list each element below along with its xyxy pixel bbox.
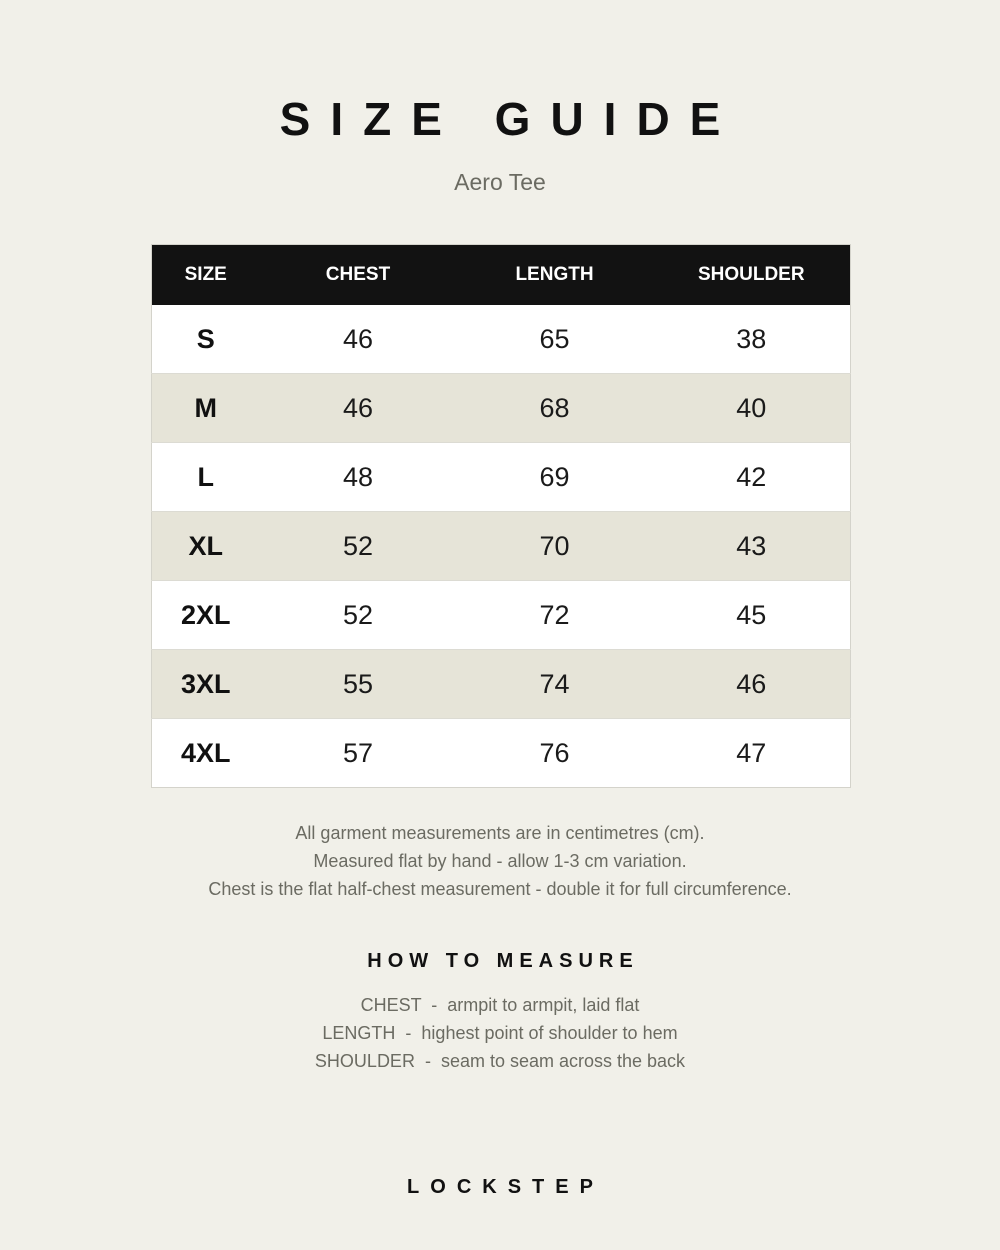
table-row — [152, 305, 851, 374]
shoulder-cell: 40 — [653, 374, 851, 443]
length-cell: 70 — [457, 512, 653, 581]
chest-cell: 52 — [260, 581, 457, 650]
size-cell: 3XL — [152, 650, 260, 719]
shoulder-cell: 47 — [653, 719, 851, 788]
how-to-measure-list — [0, 991, 1000, 1075]
column-header-size: SIZE — [152, 245, 260, 306]
size-cell: S — [152, 305, 260, 374]
note-line: Chest is the flat half-chest measurement - double it for full circumference. — [208, 879, 792, 899]
column-header-shoulder: SHOULDER — [653, 245, 851, 306]
chest-cell: 57 — [260, 719, 457, 788]
shoulder-cell: 43 — [653, 512, 851, 581]
how-to-measure-heading: HOW TO MEASURE — [367, 950, 639, 972]
size-cell: L — [152, 443, 260, 512]
note-line: All garment measurements are in centimetres (cm). — [295, 823, 705, 843]
size-cell: M — [152, 374, 260, 443]
size-cell: 4XL — [152, 719, 260, 788]
chest-cell: 46 — [260, 374, 457, 443]
table-row — [152, 443, 851, 512]
measure-description: seam to seam across the back — [440, 1051, 686, 1071]
length-cell: 72 — [457, 581, 653, 650]
chest-cell: 48 — [260, 443, 457, 512]
chest-cell: 46 — [260, 305, 457, 374]
shoulder-cell: 46 — [653, 650, 851, 719]
column-header-chest: CHEST — [260, 245, 457, 306]
measure-item: LENGTH - highest point of shoulder to hem — [322, 1023, 678, 1043]
note-line: Measured flat by hand - allow 1-3 cm variation. — [313, 851, 687, 871]
measure-description: armpit to armpit, laid flat — [447, 995, 640, 1015]
length-cell: 69 — [457, 443, 653, 512]
length-cell: 68 — [457, 374, 653, 443]
product-name: Aero Tee — [454, 169, 546, 195]
brand-logo: LOCKSTEP — [407, 1176, 604, 1198]
size-cell: XL — [152, 512, 260, 581]
table-row — [152, 650, 851, 719]
table-row — [152, 719, 851, 788]
length-cell: 76 — [457, 719, 653, 788]
size-table — [151, 244, 851, 788]
measure-term: SHOULDER — [314, 1051, 415, 1071]
length-cell: 65 — [457, 305, 653, 374]
chest-cell: 52 — [260, 512, 457, 581]
measure-term: CHEST — [360, 995, 422, 1015]
table-header-row — [152, 245, 851, 306]
measure-description: highest point of shoulder to hem — [421, 1023, 678, 1043]
table-row — [152, 581, 851, 650]
shoulder-cell: 38 — [653, 305, 851, 374]
measure-item: CHEST - armpit to armpit, laid flat — [360, 995, 640, 1015]
chest-cell: 55 — [260, 650, 457, 719]
measure-item: SHOULDER - seam to seam across the back — [314, 1051, 686, 1071]
table-row — [152, 512, 851, 581]
table-row — [152, 374, 851, 443]
length-cell: 74 — [457, 650, 653, 719]
shoulder-cell: 42 — [653, 443, 851, 512]
page-title: SIZE GUIDE — [279, 93, 741, 145]
size-cell: 2XL — [152, 581, 260, 650]
measurement-notes — [0, 819, 1000, 903]
shoulder-cell: 45 — [653, 581, 851, 650]
column-header-length: LENGTH — [457, 245, 653, 306]
measure-term: LENGTH — [322, 1023, 396, 1043]
